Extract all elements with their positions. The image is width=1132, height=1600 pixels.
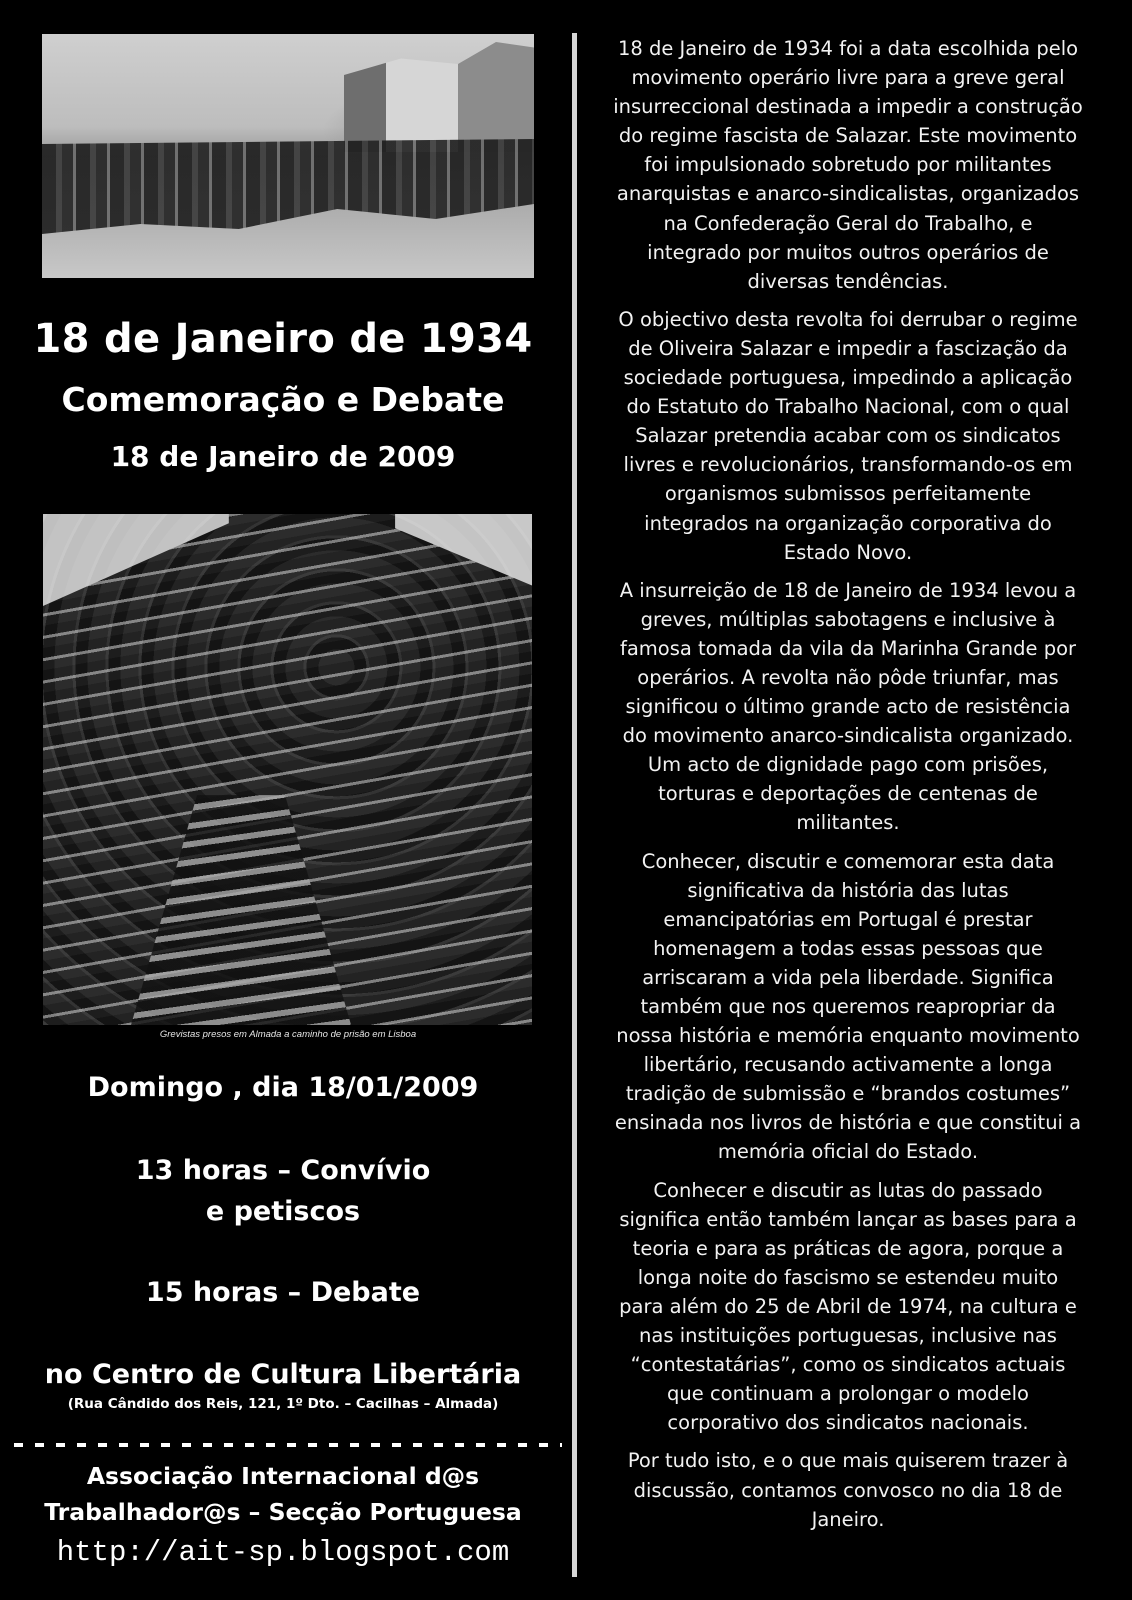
- text-line: famosa tomada da vila da Marinha Grande por: [619, 636, 1077, 660]
- dashed-separator: [14, 1443, 562, 1447]
- organization-name-line2: Trabalhador@s – Secção Portuguesa: [44, 1498, 522, 1526]
- text-line: operários. A revolta não pôde triunfar, mas: [637, 665, 1059, 689]
- text-line: greves, múltiplas sabotagens e inclusive à: [640, 607, 1056, 631]
- text-line: para além do 25 de Abril de 1974, na cultura e: [619, 1294, 1077, 1318]
- text-line: organismos submissos perfeitamente: [664, 482, 1032, 506]
- text-line: insurreccional destinada a impedir a construção: [613, 95, 1083, 119]
- text-line: Um acto de dignidade pago com prisões,: [647, 753, 1049, 777]
- text-line: significa então também lançar as bases para a: [619, 1207, 1077, 1231]
- schedule-item-debate: 15 horas – Debate: [145, 1277, 421, 1308]
- text-line: também que nos queremos reapropriar da: [640, 995, 1056, 1018]
- text-line: emancipatórias em Portugal é prestar: [663, 907, 1033, 931]
- text-line: do movimento anarco-sindicalista organizado.: [622, 724, 1074, 748]
- venue-name: no Centro de Cultura Libertária: [44, 1359, 522, 1390]
- photo-building-shape: [344, 42, 534, 152]
- historical-photo-prisoners: [43, 514, 532, 1025]
- text-line: livres e revolucionários, transformando-os em: [623, 453, 1073, 477]
- text-line: integrado por muitos outros operários de: [647, 240, 1049, 264]
- text-line: libertário, recusando activamente a longa: [643, 1053, 1053, 1077]
- schedule-item-convivio-cont: e petiscos: [205, 1196, 361, 1227]
- text-line: nossa história e memória enquanto movimento: [616, 1024, 1080, 1048]
- paragraph-4: [584, 847, 1112, 1167]
- text-line: ensinada nos livros de história e que constitui a: [614, 1111, 1082, 1135]
- text-line: na Confederação Geral do Trabalho, e: [663, 211, 1033, 235]
- poster-body-text: [584, 34, 1112, 1543]
- organization-name-line1: Associação Internacional d@s: [86, 1462, 480, 1490]
- paragraph-3: [584, 576, 1112, 838]
- paragraph-2: [584, 305, 1112, 567]
- photo-caption: Grevistas presos em Almada a caminho de prisão em Lisboa: [159, 1029, 417, 1040]
- text-line: corporativo dos sindicatos nacionais.: [667, 1411, 1029, 1435]
- text-line: militantes.: [796, 811, 900, 835]
- text-line: integrados na organização corporativa do: [644, 511, 1052, 535]
- text-line: de Oliveira Salazar e impedir a fascização da: [628, 336, 1068, 360]
- text-line: discussão, contamos convosco no dia 18 de: [633, 1478, 1063, 1502]
- text-line: foi impulsionado sobretudo por militantes: [644, 153, 1052, 177]
- text-line: Salazar pretendia acabar com os sindicatos: [635, 424, 1061, 448]
- paragraph-1: [584, 34, 1112, 296]
- schedule-item-convivio: 13 horas – Convívio: [135, 1155, 431, 1186]
- text-line: significativa da história das lutas: [687, 878, 1009, 902]
- text-line: Janeiro.: [811, 1507, 885, 1531]
- paragraph-6: [584, 1446, 1112, 1533]
- venue-address: (Rua Cândido dos Reis, 121, 1º Dto. – Cacilhas – Almada): [67, 1396, 499, 1412]
- poster-title: 18 de Janeiro de 1934: [33, 316, 533, 362]
- text-line: arriscaram a vida pela liberdade. Significa: [642, 965, 1054, 989]
- text-line: que continuam a prolongar o modelo: [667, 1382, 1029, 1406]
- poster-subtitle: Comemoração e Debate: [61, 380, 505, 419]
- text-line: tradição de submissão e “brandos costumes”: [625, 1082, 1071, 1106]
- text-line: homenagem a todas essas pessoas que: [653, 936, 1043, 960]
- text-line: Conhecer, discutir e comemorar esta data: [641, 849, 1055, 873]
- text-line: nas instituições portuguesas, inclusive nas: [639, 1324, 1057, 1348]
- text-line: Conhecer e discutir as lutas do passado: [653, 1178, 1043, 1202]
- historical-photo-march: [42, 34, 534, 278]
- text-line: longa noite do fascismo se estendeu muito: [637, 1265, 1059, 1289]
- text-line: O objectivo desta revolta foi derrubar o regime: [618, 307, 1078, 331]
- text-line: do Estatuto do Trabalho Nacional, com o qual: [626, 395, 1070, 419]
- text-line: teoria e para as práticas de agora, porque a: [632, 1236, 1064, 1260]
- text-line: diversas tendências.: [747, 269, 949, 293]
- text-line: Por tudo isto, e o que mais quiserem trazer à: [627, 1449, 1069, 1473]
- text-line: “contestatárias”, como os sindicatos actuais: [630, 1353, 1066, 1377]
- text-line: significou o último grande acto de resistência: [625, 695, 1071, 719]
- vertical-divider: [572, 33, 577, 1577]
- photo-crowd-shape: [42, 134, 534, 234]
- text-line: movimento operário livre para a greve geral: [631, 66, 1065, 90]
- text-line: do regime fascista de Salazar. Este movimento: [618, 124, 1078, 148]
- text-line: memória oficial do Estado.: [717, 1140, 979, 1164]
- event-day-line: Domingo , dia 18/01/2009: [87, 1072, 479, 1103]
- text-line: anarquistas e anarco-sindicalistas, organizados: [616, 182, 1080, 206]
- text-line: Estado Novo.: [783, 540, 913, 564]
- text-line: torturas e deportações de centenas de: [658, 782, 1038, 806]
- organization-url[interactable]: http://ait-sp.blogspot.com: [56, 1536, 510, 1569]
- text-line: 18 de Janeiro de 1934 foi a data escolhida pelo: [617, 37, 1079, 60]
- text-line: sociedade portuguesa, impedindo a aplicação: [623, 366, 1073, 390]
- paragraph-5: [584, 1176, 1112, 1438]
- text-line: A insurreição de 18 de Janeiro de 1934 levou a: [619, 578, 1077, 602]
- poster-event-date: 18 de Janeiro de 2009: [110, 440, 456, 473]
